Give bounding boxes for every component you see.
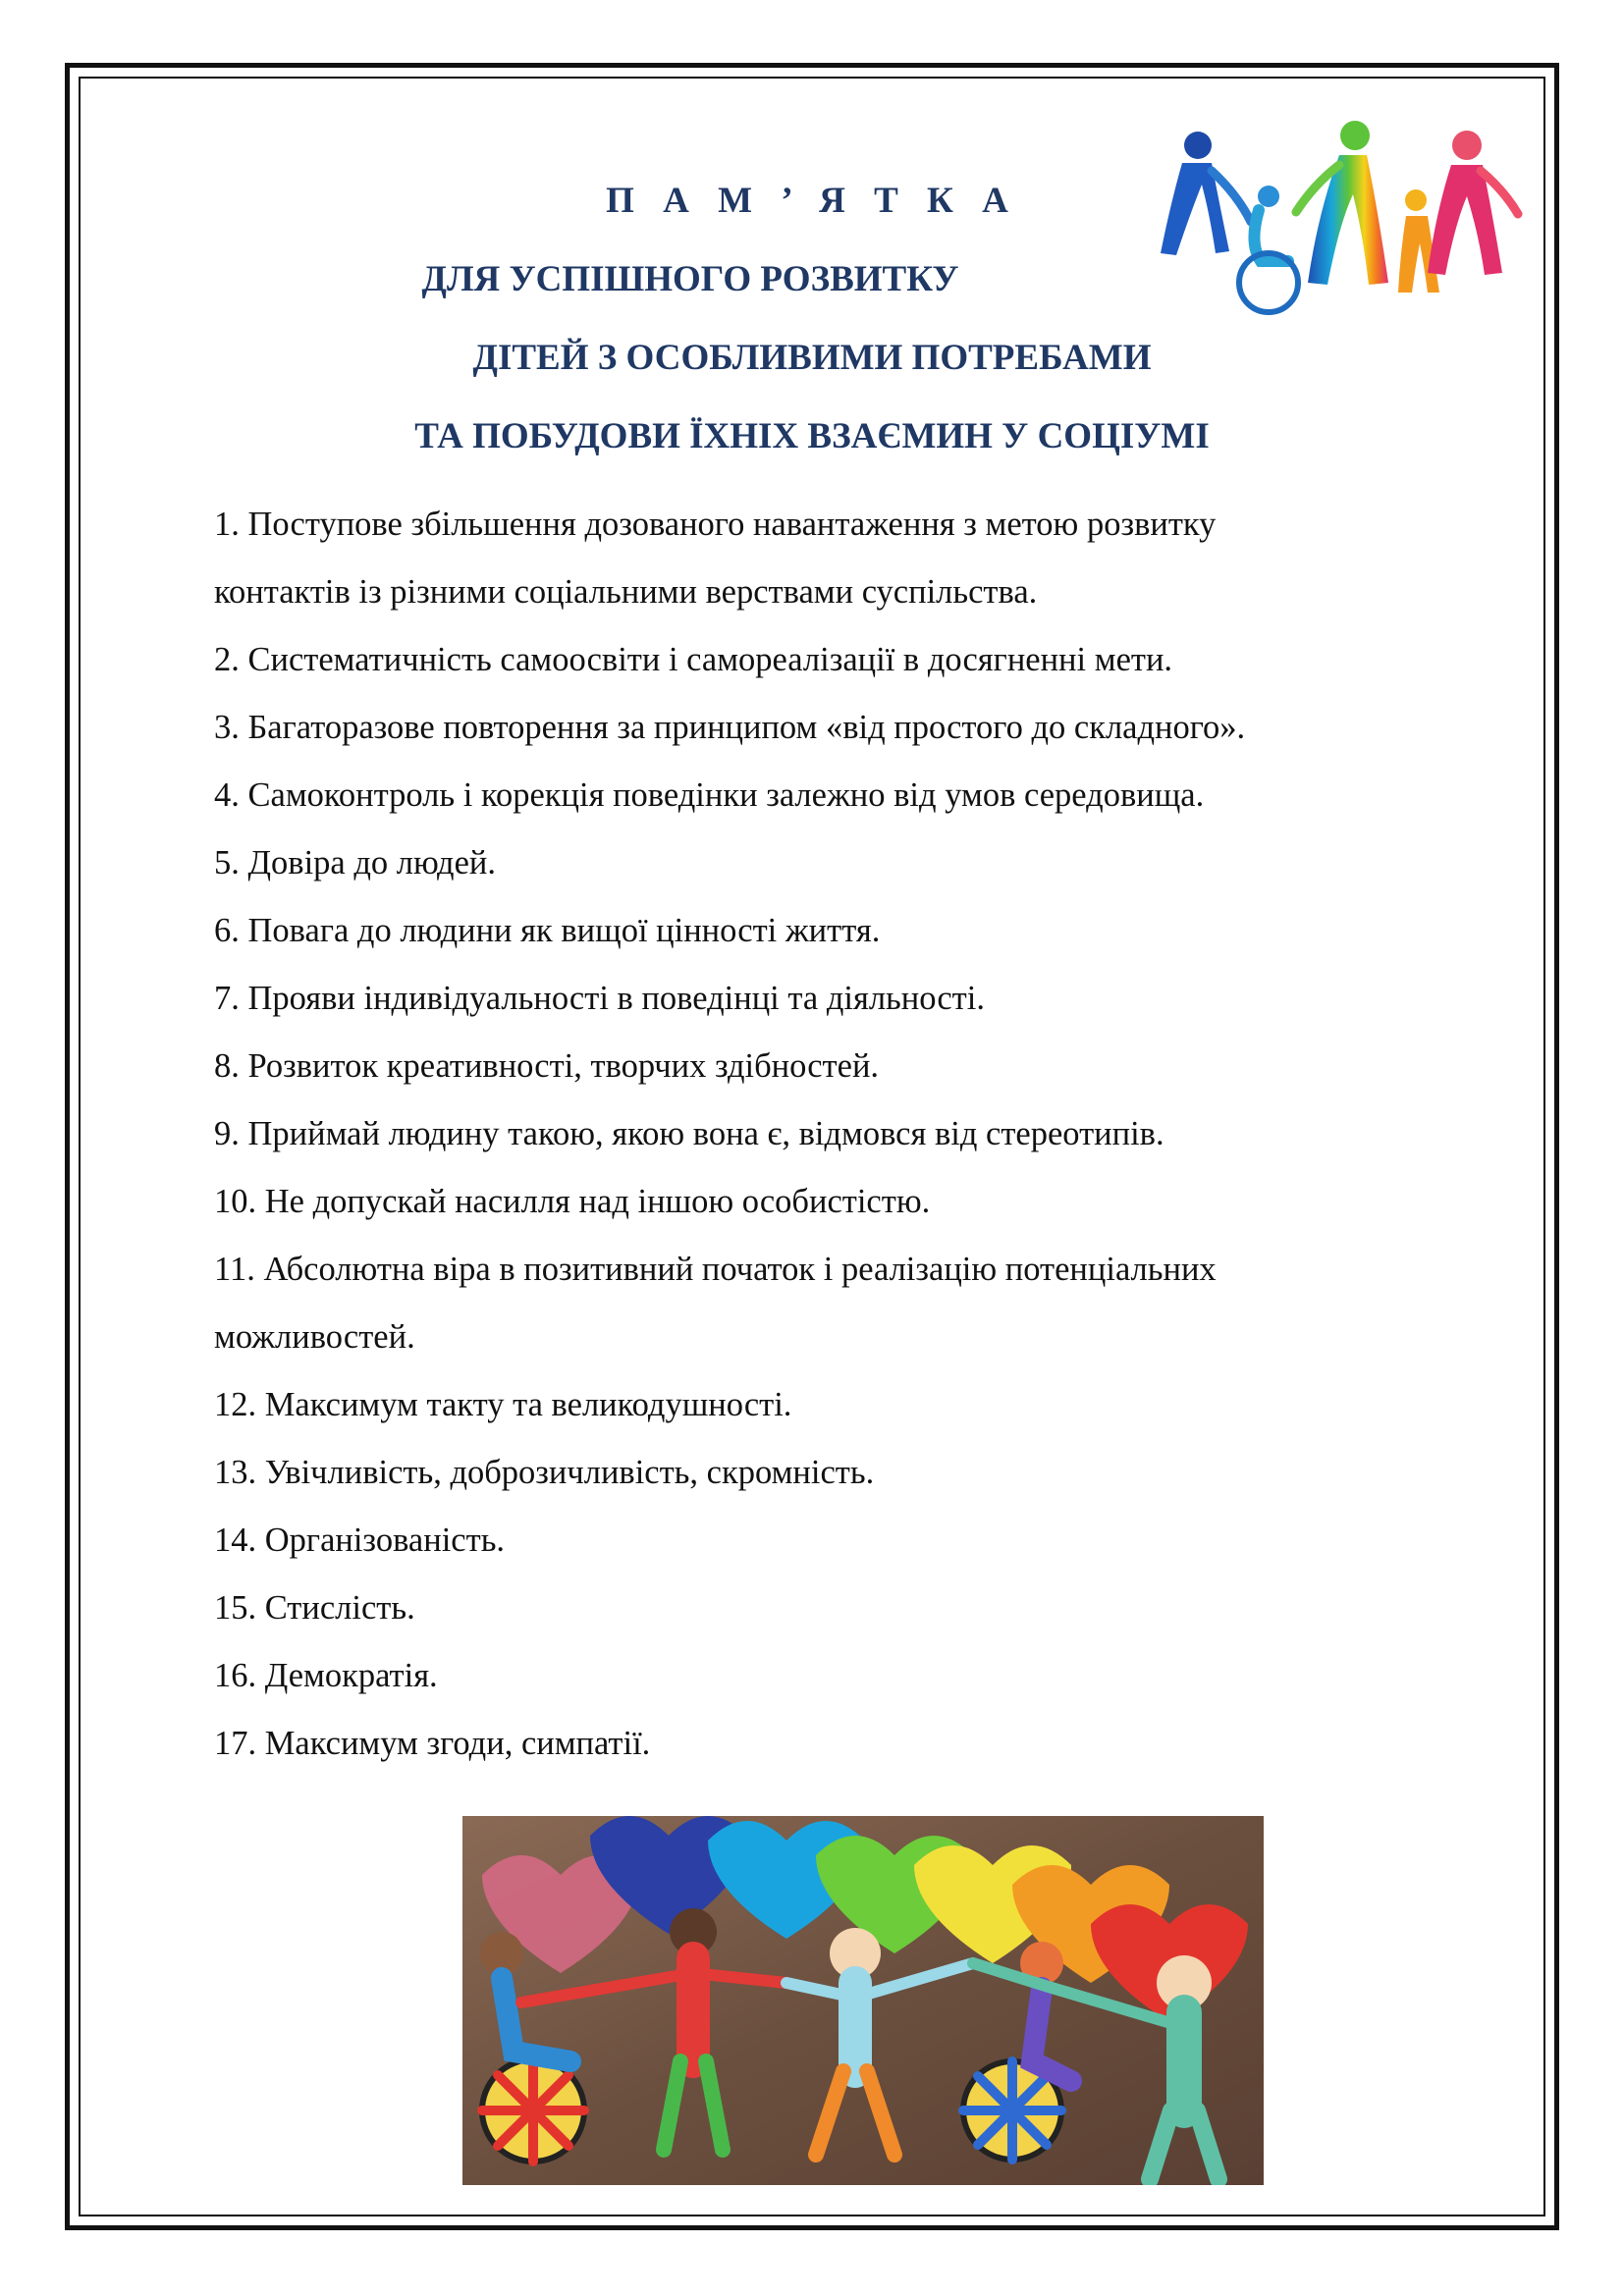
list-item: 2. Систематичність самоосвіти і самореалізації в досягненні мети. — [214, 641, 1173, 678]
list-item: 12. Максимум такту та великодушності. — [214, 1386, 792, 1423]
subtitle-line-1: ДЛЯ УСПІШНОГО РОЗВИТКУ — [421, 259, 959, 299]
list-item: 14. Організованість. — [214, 1522, 506, 1559]
list-item: 7. Прояви індивідуальності в поведінці та діяльності. — [214, 980, 985, 1017]
list-item: 13. Увічливість, доброзичливість, скромність. — [214, 1454, 875, 1491]
list-item: 6. Повага до людини як вищої цінності життя. — [214, 912, 881, 949]
list-item: 3. Багаторазове повторення за принципом «від простого до складного». — [214, 709, 1246, 746]
subtitle-line-2: ДІТЕЙ З ОСОБЛИВИМИ ПОТРЕБАМИ — [472, 338, 1152, 378]
list-item: контактів із різними соціальними верствами суспільства. — [214, 573, 1038, 611]
list-item: 17. Максимум згоди, симпатії. — [214, 1725, 651, 1762]
subtitle-line-3: ТА ПОБУДОВИ ЇХНІХ ВЗАЄМИН У СОЦІУМІ — [414, 416, 1210, 456]
list-item: 5. Довіра до людей. — [214, 844, 496, 881]
list-item: 15. Стислість. — [214, 1589, 415, 1627]
list-item: 9. Приймай людину такою, якою вона є, відмовся від стереотипів. — [214, 1115, 1164, 1152]
guidelines-list — [214, 491, 1490, 1778]
list-item: 4. Самоконтроль і корекція поведінки залежно від умов середовища. — [214, 776, 1205, 814]
list-item: 1. Поступове збільшення дозованого навантаження з метою розвитку — [214, 506, 1217, 543]
family-logo-image — [1121, 106, 1534, 334]
list-item: 10. Не допускай насилля над іншою особистістю. — [214, 1183, 931, 1220]
list-item: 11. Абсолютна віра в позитивний початок і реалізацію потенціальних — [214, 1251, 1217, 1288]
list-item: 16. Демократія. — [214, 1657, 438, 1694]
leaflet-title: П А М ’ Я Т К А — [606, 181, 1018, 221]
list-item: можливостей. — [214, 1318, 415, 1356]
list-item: 8. Розвиток креативності, творчих здібностей. — [214, 1047, 880, 1085]
inclusion-illustration — [462, 1816, 1264, 2185]
